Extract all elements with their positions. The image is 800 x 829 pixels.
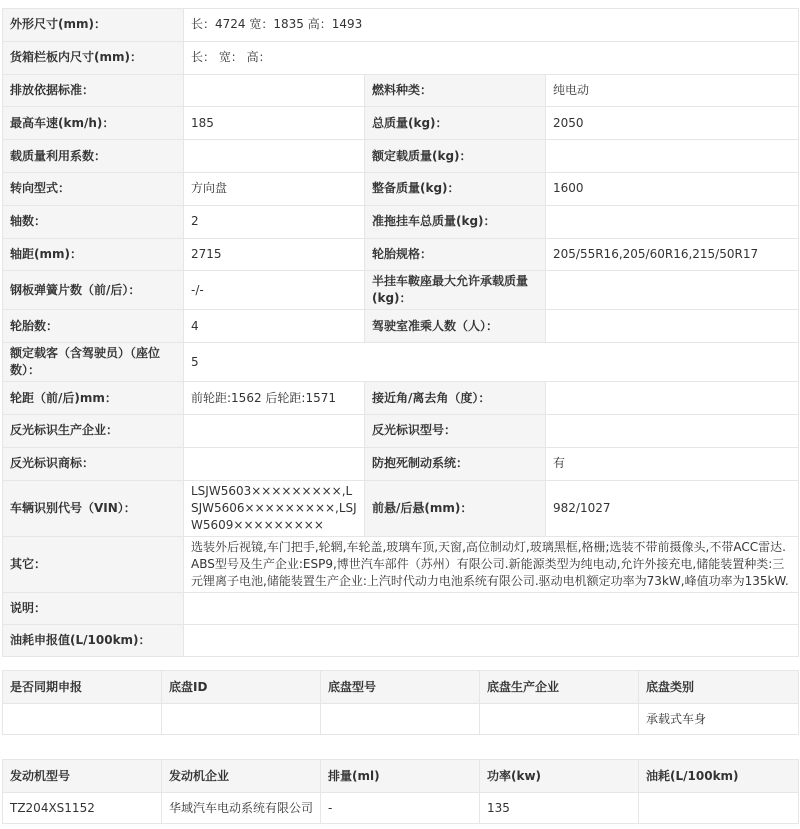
fuel-label: 燃料种类：: [365, 74, 546, 107]
abs-label: 防抱死制动系统：: [365, 447, 546, 480]
vehicle-spec-table: [2, 8, 799, 657]
leaf-springs-label: 钢板弹簧片数（前/后）：: [3, 271, 184, 310]
steering-value: 方向盘: [184, 172, 365, 205]
engine-header-consumption: 油耗(L/100km): [639, 760, 799, 793]
leaf-springs-value: -/-: [184, 271, 365, 310]
cargo-box-value: 长： 宽： 高：: [184, 41, 799, 74]
max-speed-label: 最高车速(km/h)：: [3, 107, 184, 140]
reflector-model-label: 反光标识型号：: [365, 414, 546, 447]
chassis-header-model: 底盘型号: [321, 671, 480, 704]
trailer-mass-label: 准拖挂车总质量(kg)：: [365, 205, 546, 238]
spec-row: [3, 480, 799, 536]
wheelbase-label: 轴距(mm)：: [3, 238, 184, 271]
reflector-brand-value: [184, 447, 365, 480]
chassis-row: [3, 704, 799, 735]
spec-row: [3, 9, 799, 42]
engine-header-row: [3, 760, 799, 793]
engine-maker-cell: 华域汽车电动系统有限公司: [162, 793, 321, 824]
max-speed-value: 185: [184, 107, 365, 140]
axles-value: 2: [184, 205, 365, 238]
emission-label: 排放依据标准：: [3, 74, 184, 107]
spec-row: [3, 343, 799, 382]
tire-spec-value: 205/55R16,205/60R16,215/50R17: [546, 238, 799, 271]
approach-angle-value: [546, 382, 799, 415]
vin-label: 车辆识别代号（VIN）：: [3, 480, 184, 536]
passengers-label: 额定载客（含驾驶员）（座位数）：: [3, 343, 184, 382]
saddle-load-value: [546, 271, 799, 310]
spec-row: [3, 592, 799, 624]
chassis-maker-cell: [480, 704, 639, 735]
chassis-model-cell: [321, 704, 480, 735]
tires-value: 4: [184, 310, 365, 343]
cargo-box-label: 货箱栏板内尺寸(mm)：: [3, 41, 184, 74]
overhang-label: 前悬/后悬(mm)：: [365, 480, 546, 536]
overhang-value: 982/1027: [546, 480, 799, 536]
approach-angle-label: 接近角/离去角（度）：: [365, 382, 546, 415]
chassis-header-row: [3, 671, 799, 704]
steering-label: 转向型式：: [3, 172, 184, 205]
notes-label: 说明：: [3, 592, 184, 624]
total-mass-label: 总质量(kg)：: [365, 107, 546, 140]
wheelbase-value: 2715: [184, 238, 365, 271]
other-label: 其它：: [3, 536, 184, 592]
dimensions-value: 长：4724 宽：1835 高：1493: [184, 9, 799, 42]
rated-load-value: [546, 140, 799, 173]
chassis-header-id: 底盘ID: [162, 671, 321, 704]
engine-displacement-cell: -: [321, 793, 480, 824]
fuel-consumption-value: [184, 624, 799, 656]
load-util-value: [184, 140, 365, 173]
dimensions-label: 外形尺寸(mm)：: [3, 9, 184, 42]
tires-label: 轮胎数：: [3, 310, 184, 343]
chassis-header-type: 底盘类别: [639, 671, 799, 704]
spec-row: [3, 107, 799, 140]
engine-header-maker: 发动机企业: [162, 760, 321, 793]
spec-row: [3, 624, 799, 656]
spec-row: [3, 238, 799, 271]
chassis-type-cell: 承载式车身: [639, 704, 799, 735]
spec-row: [3, 172, 799, 205]
spec-row: [3, 205, 799, 238]
passengers-value: 5: [184, 343, 799, 382]
fuel-consumption-label: 油耗申报值(L/100km)：: [3, 624, 184, 656]
axles-label: 轴数：: [3, 205, 184, 238]
trailer-mass-value: [546, 205, 799, 238]
reflector-model-value: [546, 414, 799, 447]
engine-row: [3, 793, 799, 824]
rated-load-label: 额定载质量(kg)：: [365, 140, 546, 173]
emission-value: [184, 74, 365, 107]
spec-row: [3, 414, 799, 447]
cab-seats-label: 驾驶室准乘人数（人）：: [365, 310, 546, 343]
other-value: 选装外后视镜,车门把手,轮辋,车轮盖,玻璃车顶,天窗,高位制动灯,玻璃黑框,格栅;选装不带前摄像头,不带ACC雷达.ABS型号及生产企业:ESP9,博世汽车部件（苏州）有限公司.新能源类型为纯电动,允许外接充电,储能装置种类:三元锂离子电池,储能装置生产企业:上汽时代动力电池系统有限公司.驱动电机额定功率为73kW,峰值功率为135kW.: [184, 536, 799, 592]
spec-row: [3, 41, 799, 74]
spec-row: [3, 74, 799, 107]
engine-header-model: 发动机型号: [3, 760, 162, 793]
chassis-header-maker: 底盘生产企业: [480, 671, 639, 704]
reflector-maker-label: 反光标识生产企业：: [3, 414, 184, 447]
chassis-id-cell: [162, 704, 321, 735]
chassis-table: [2, 670, 799, 735]
track-value: 前轮距:1562 后轮距:1571: [184, 382, 365, 415]
spec-row: [3, 447, 799, 480]
curb-mass-label: 整备质量(kg)：: [365, 172, 546, 205]
spec-row: [3, 140, 799, 173]
saddle-load-label: 半挂车鞍座最大允许承载质量(kg)：: [365, 271, 546, 310]
engine-power-cell: 135: [480, 793, 639, 824]
curb-mass-value: 1600: [546, 172, 799, 205]
reflector-brand-label: 反光标识商标：: [3, 447, 184, 480]
engine-consumption-cell: [639, 793, 799, 824]
spec-row: [3, 310, 799, 343]
abs-value: 有: [546, 447, 799, 480]
reflector-maker-value: [184, 414, 365, 447]
cab-seats-value: [546, 310, 799, 343]
fuel-value: 纯电动: [546, 74, 799, 107]
chassis-header-sync: 是否同期申报: [3, 671, 162, 704]
engine-table: [2, 759, 799, 824]
load-util-label: 载质量利用系数：: [3, 140, 184, 173]
chassis-sync-cell: [3, 704, 162, 735]
spec-row: [3, 382, 799, 415]
spec-row: [3, 536, 799, 592]
total-mass-value: 2050: [546, 107, 799, 140]
track-label: 轮距（前/后)mm：: [3, 382, 184, 415]
vin-value: LSJW5603×××××××××,LSJW5606×××××××××,LSJW5609×××××××××: [184, 480, 365, 536]
notes-value: [184, 592, 799, 624]
engine-header-power: 功率(kw): [480, 760, 639, 793]
engine-header-displacement: 排量(ml): [321, 760, 480, 793]
spec-row: [3, 271, 799, 310]
engine-model-cell: TZ204XS1152: [3, 793, 162, 824]
tire-spec-label: 轮胎规格：: [365, 238, 546, 271]
